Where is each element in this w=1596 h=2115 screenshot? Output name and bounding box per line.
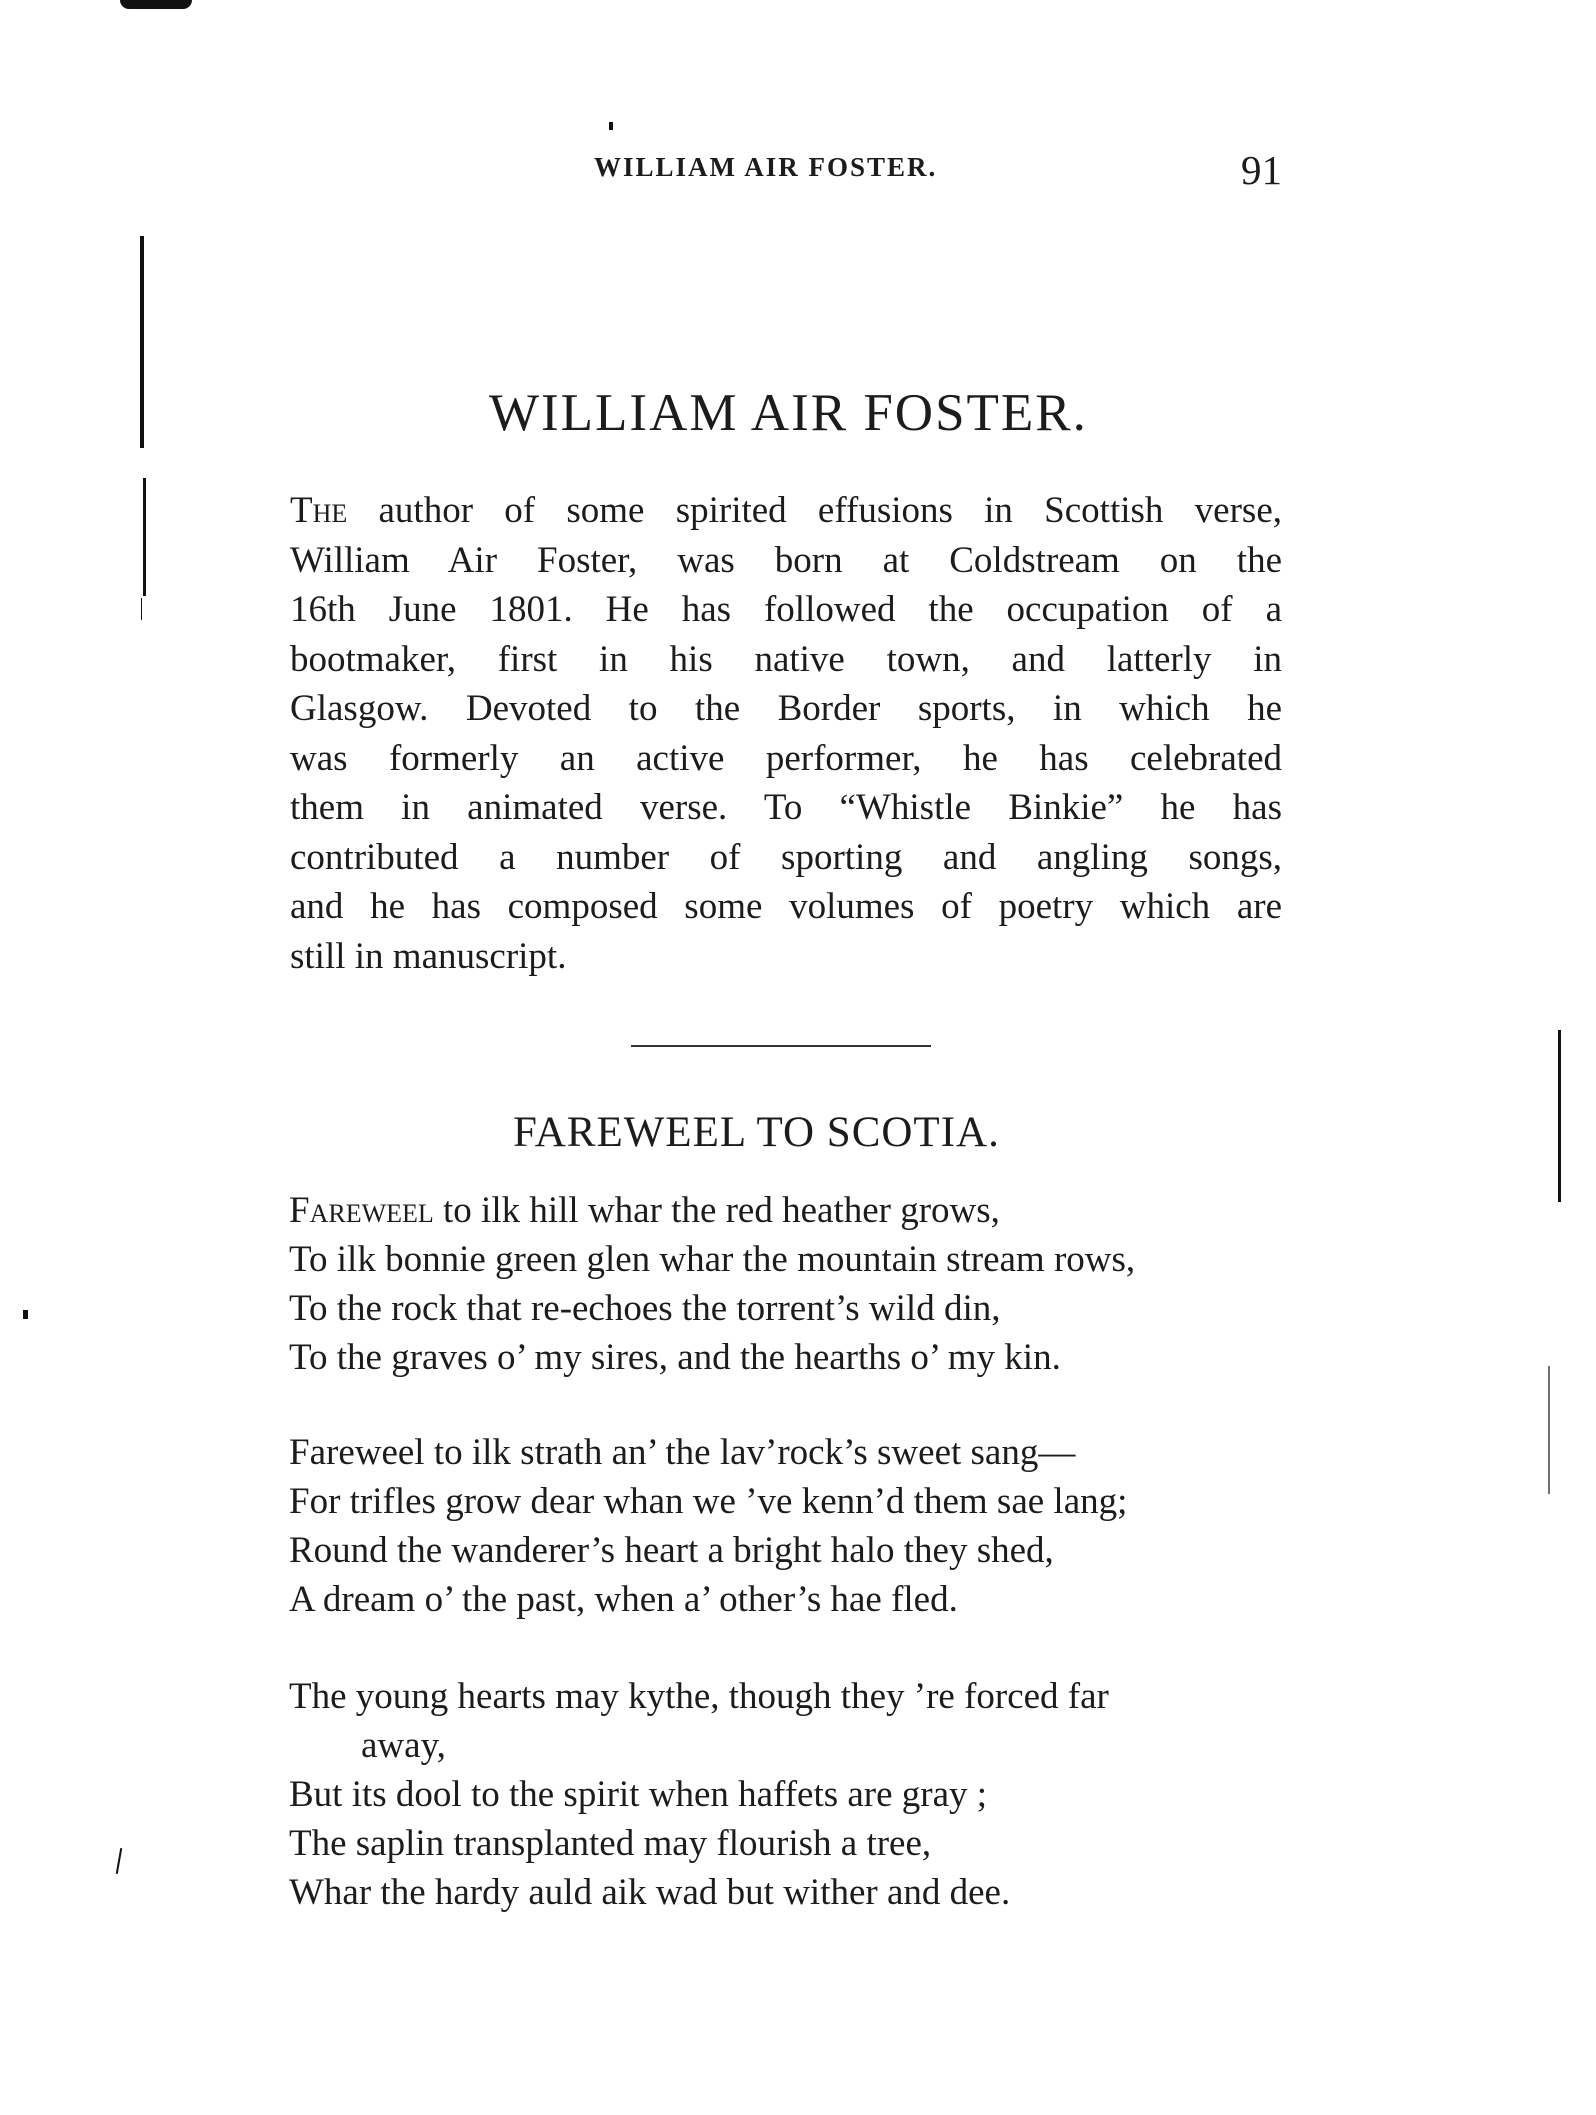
poem-line: To ilk bonnie green glen whar the mountain stream rows,	[289, 1239, 1136, 1280]
page-number: 91	[1241, 147, 1282, 193]
bio-line: still in manuscript.	[290, 935, 567, 977]
bio-lead-word: The	[290, 490, 348, 531]
poem-stanza-2	[289, 1428, 1127, 1624]
poem-line: To the rock that re-echoes the torrent’s wild din,	[289, 1288, 1001, 1329]
scan-mark-lower-left	[116, 1848, 122, 1874]
poem-title: FAREWEEL TO SCOTIA.	[513, 1109, 1000, 1156]
bio-line: and he has composed some volumes of poetry which are	[290, 886, 1282, 927]
section-divider	[631, 1045, 931, 1047]
poem-line: The young hearts may kythe, though they ’re forced far	[289, 1676, 1109, 1717]
scan-mark-left-bar-2	[143, 478, 146, 596]
poem-stanza-1	[289, 1186, 1135, 1382]
scan-mark-right-bar-1	[1558, 1030, 1561, 1202]
poem-line: The saplin transplanted may flourish a tree,	[289, 1823, 932, 1864]
scan-mark-left-bar-1	[140, 236, 144, 448]
scan-mark-top-left	[120, 0, 192, 9]
scan-mark-right-bar-2	[1548, 1366, 1550, 1494]
bio-line: bootmaker, first in his native town, and latterly in	[290, 638, 1282, 680]
poem-line: Round the wanderer’s heart a bright halo they shed,	[289, 1530, 1054, 1571]
poem-stanza-3	[289, 1672, 1109, 1917]
scan-dot-top	[609, 122, 613, 130]
bio-line: 16th June 1801. He has followed the occupation of a	[290, 589, 1282, 630]
bio-line: Glasgow. Devoted to the Border sports, in which he	[290, 688, 1282, 729]
scan-mark-left-bar-3	[141, 598, 142, 620]
bio-paragraph	[290, 486, 1282, 981]
poem-line: A dream o’ the past, when a’ other’s hae fled.	[289, 1579, 958, 1620]
running-head: WILLIAM AIR FOSTER.	[594, 152, 938, 182]
chapter-title: WILLIAM AIR FOSTER.	[489, 384, 1088, 442]
poem-line: To the graves o’ my sires, and the hearths o’ my kin.	[289, 1337, 1061, 1378]
bio-line	[290, 486, 1282, 536]
bio-line-text: author of some spirited effusions in Scottish verse,	[347, 490, 1282, 531]
scan-dot-left	[23, 1310, 28, 1319]
bio-line: William Air Foster, was born at Coldstream on the	[290, 539, 1282, 581]
poem-line: But its dool to the spirit when haffets are gray ;	[289, 1774, 988, 1815]
bio-line: them in animated verse. To “Whistle Binkie” he has	[290, 787, 1282, 828]
poem-line-text: to ilk hill whar the red heather grows,	[433, 1190, 1000, 1231]
poem-line: For trifles grow dear whan we ’ve kenn’d them sae lang;	[289, 1481, 1128, 1522]
poem-line-continuation: away,	[361, 1725, 446, 1766]
poem-lead-word: Fareweel	[289, 1190, 434, 1231]
poem-line: Fareweel to ilk strath an’ the lav’rock’s sweet sang—	[289, 1432, 1076, 1473]
bio-line: was formerly an active performer, he has celebrated	[290, 737, 1282, 779]
poem-line: Whar the hardy auld aik wad but wither and dee.	[289, 1872, 1011, 1913]
poem-line	[289, 1186, 1135, 1235]
bio-line: contributed a number of sporting and angling songs,	[290, 836, 1282, 878]
